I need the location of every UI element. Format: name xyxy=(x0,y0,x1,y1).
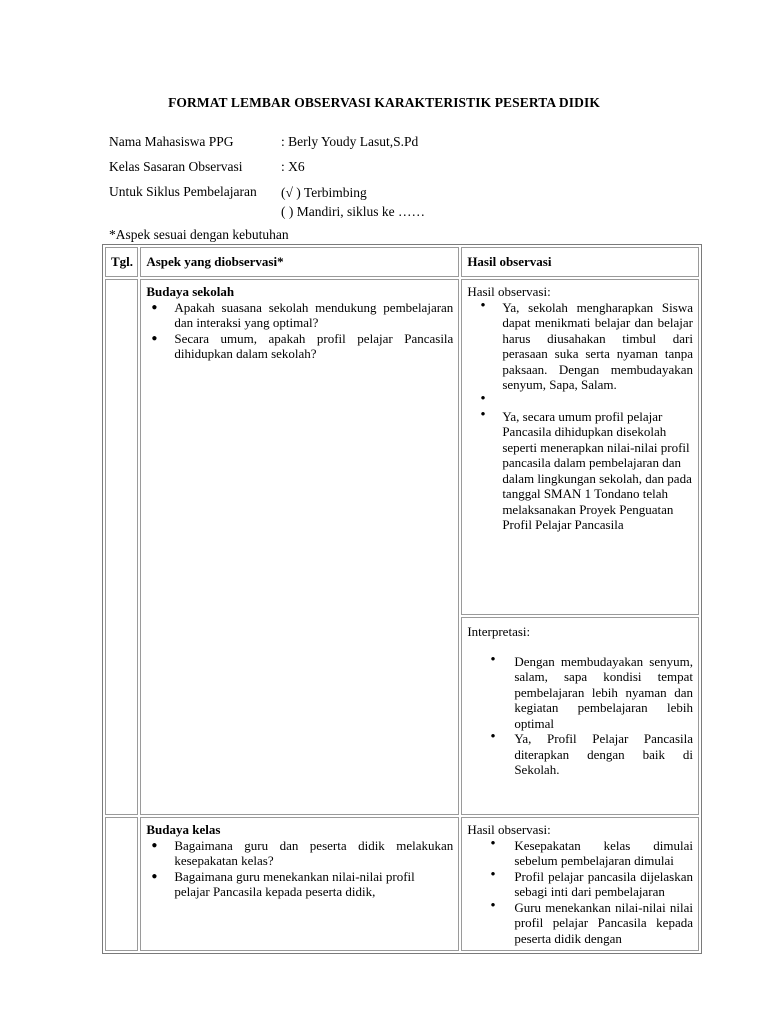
list-item: ● Bagaimana guru dan peserta didik melakukan kesepakatan kelas? xyxy=(174,838,453,869)
aspect-title: Budaya kelas xyxy=(146,822,221,837)
name-value: : Berly Youdy Lasut,S.Pd xyxy=(281,134,419,149)
aspect-list xyxy=(146,838,453,900)
name-label: Nama Mahasiswa PPG xyxy=(109,134,234,149)
list-item: • Ya, secara umum profil pelajar Pancasila dihidupkan disekolah seperti menerapkan nilai-nilai profil pancasila dalam pembelajaran dan dalam lingkungan sekolah, dan pada tanggal SMAN 1 Tondano telah melaksanakan Proyek Penguatan Profil Pelajar Pancasila xyxy=(502,409,693,533)
tgl-cell xyxy=(105,817,138,951)
table-header-row xyxy=(105,247,699,277)
interpretation-label: Interpretasi: xyxy=(467,624,531,639)
aspect-note: *Aspek sesuai dengan kebutuhan xyxy=(109,227,289,242)
interpretation-list xyxy=(467,654,693,778)
observation-table xyxy=(102,244,702,954)
header-result: Hasil observasi xyxy=(461,247,699,277)
cycle-option-terbimbing: (√ ) Terbimbing xyxy=(281,185,367,200)
aspect-cell xyxy=(140,279,459,815)
list-item: • Ya, sekolah mengharapkan Siswa dapat menikmati belajar dan belajar harus diusahakan timbul dari perasaan suka serta nyaman tanpa paksaan. Dengan membudayakan senyum, Sapa, Salam. xyxy=(502,300,693,393)
interpretation-cell xyxy=(461,617,699,815)
list-item: • Ya, Profil Pelajar Pancasila diterapkan dengan baik di Sekolah. xyxy=(514,731,693,778)
class-value: : X6 xyxy=(281,159,305,174)
aspect-cell xyxy=(140,817,459,951)
list-item: • Profil pelajar pancasila dijelaskan sebagi inti dari pembelajaran xyxy=(514,869,693,900)
class-label: Kelas Sasaran Observasi xyxy=(109,159,243,174)
aspect-list xyxy=(146,300,453,362)
aspect-title: Budaya sekolah xyxy=(146,284,235,299)
result-list xyxy=(467,300,693,533)
result-list xyxy=(467,838,693,947)
result-cell xyxy=(461,279,699,615)
cycle-option-mandiri: ( ) Mandiri, siklus ke …… xyxy=(281,204,425,219)
list-item: ● Secara umum, apakah profil pelajar Pancasila dihidupkan dalam sekolah? xyxy=(174,331,453,362)
result-cell xyxy=(461,817,699,951)
header-aspect: Aspek yang diobservasi* xyxy=(140,247,459,277)
list-spacer xyxy=(502,393,693,409)
table-row xyxy=(105,817,699,951)
result-label: Hasil observasi: xyxy=(467,822,551,837)
result-label: Hasil observasi: xyxy=(467,284,551,299)
list-item: ● Apakah suasana sekolah mendukung pembelajaran dan interaksi yang optimal? xyxy=(174,300,453,331)
list-item: • Kesepakatan kelas dimulai sebelum pembelajaran dimulai xyxy=(514,838,693,869)
list-item: ● Bagaimana guru menekankan nilai-nilai profil pelajar Pancasila kepada peserta didik, xyxy=(174,869,453,900)
cycle-label: Untuk Siklus Pembelajaran xyxy=(109,184,257,199)
table-row xyxy=(105,279,699,615)
list-item: • Guru menekankan nilai-nilai nilai profil pelajar Pancasila kepada peserta didik dengan xyxy=(514,900,693,947)
list-item: • Dengan membudayakan senyum, salam, sapa kondisi tempat pembelajaran lebih nyaman dan kegiatan pembelajaran lebih optimal xyxy=(514,654,693,732)
document-title: FORMAT LEMBAR OBSERVASI KARAKTERISTIK PESERTA DIDIK xyxy=(168,95,600,110)
header-tgl: Tgl. xyxy=(105,247,138,277)
tgl-cell xyxy=(105,279,138,815)
